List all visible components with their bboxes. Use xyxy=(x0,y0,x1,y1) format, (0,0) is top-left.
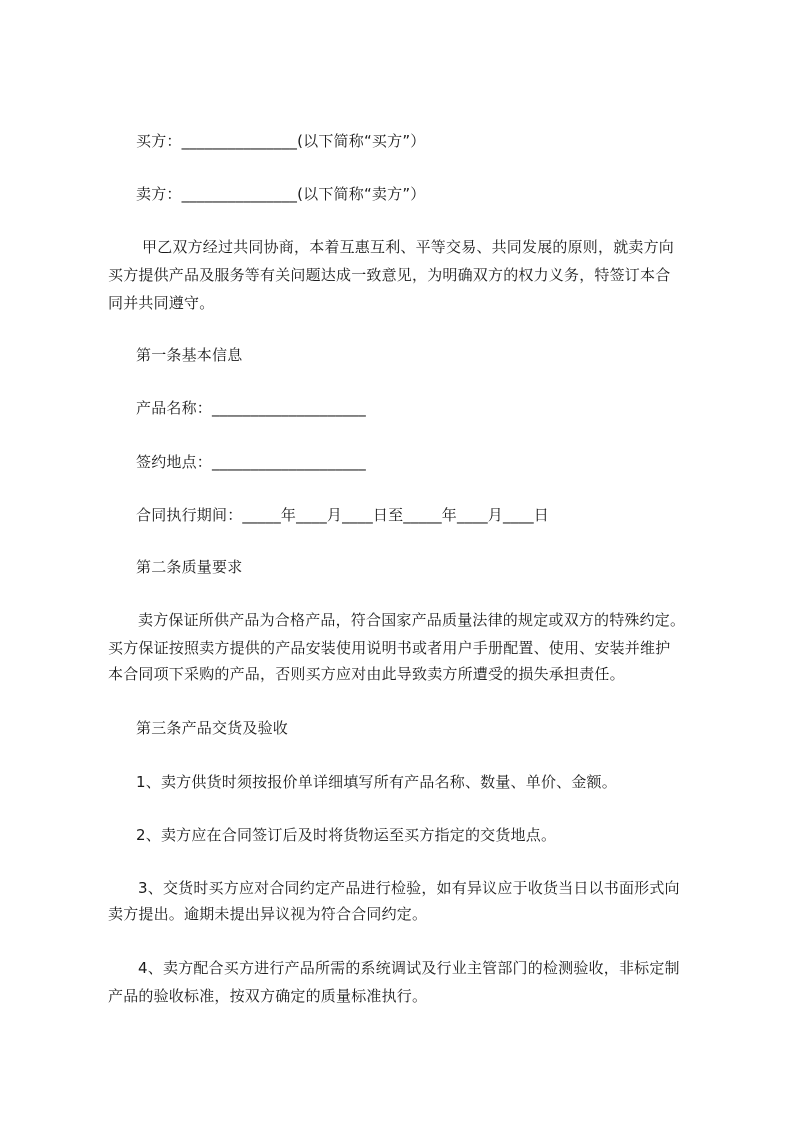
intro-line-1: 甲乙双方经过共同协商，本着互惠互利、平等交易、共同发展的原则，就卖方向 xyxy=(142,238,675,256)
delivery-item-4-line-1: 4、卖方配合买方进行产品所需的系统调试及行业主管部门的检测验收，非标定制 xyxy=(138,959,680,977)
delivery-item-3-line-1: 3、交货时买方应对合同约定产品进行检验，如有异议应于收货当日以书面形式向 xyxy=(138,879,680,897)
sign-place-line: 签约地点：____________________ xyxy=(136,453,367,471)
period-line: 合同执行期间：_____年____月____日至_____年____月____日 xyxy=(136,506,550,524)
section-3-title: 第三条产品交货及验收 xyxy=(136,719,289,737)
quality-line-1: 卖方保证所供产品为合格产品，符合国家产品质量法律的规定或双方的特殊约定。 xyxy=(138,611,686,629)
intro-line-2: 买方提供产品及服务等有关问题达成一致意见，为明确双方的权力义务，特签订本合 xyxy=(108,266,671,284)
delivery-item-2: 2、卖方应在合同签订后及时将货物运至买方指定的交货地点。 xyxy=(136,826,557,844)
quality-line-3: 本合同项下采购的产品，否则买方应对由此导致卖方所遭受的损失承担责任。 xyxy=(108,665,625,683)
intro-line-3: 同并共同遵守。 xyxy=(108,294,215,312)
seller-line: 卖方：_______________(以下简称“卖方”） xyxy=(136,185,426,203)
buyer-line: 买方：_______________(以下简称“买方”） xyxy=(136,132,426,150)
delivery-item-4-line-2: 产品的验收标准，按双方确定的质量标准执行。 xyxy=(108,987,428,1005)
delivery-item-1: 1、卖方供货时须按报价单详细填写所有产品名称、数量、单价、金额。 xyxy=(136,773,617,791)
product-name-line: 产品名称：____________________ xyxy=(136,399,367,417)
quality-line-2: 买方保证按照卖方提供的产品安装使用说明书或者用户手册配置、使用、安装并维护 xyxy=(108,639,671,657)
section-2-title: 第二条质量要求 xyxy=(136,558,243,576)
section-1-title: 第一条基本信息 xyxy=(136,346,243,364)
delivery-item-3-line-2: 卖方提出。逾期未提出异议视为符合合同约定。 xyxy=(108,905,428,923)
